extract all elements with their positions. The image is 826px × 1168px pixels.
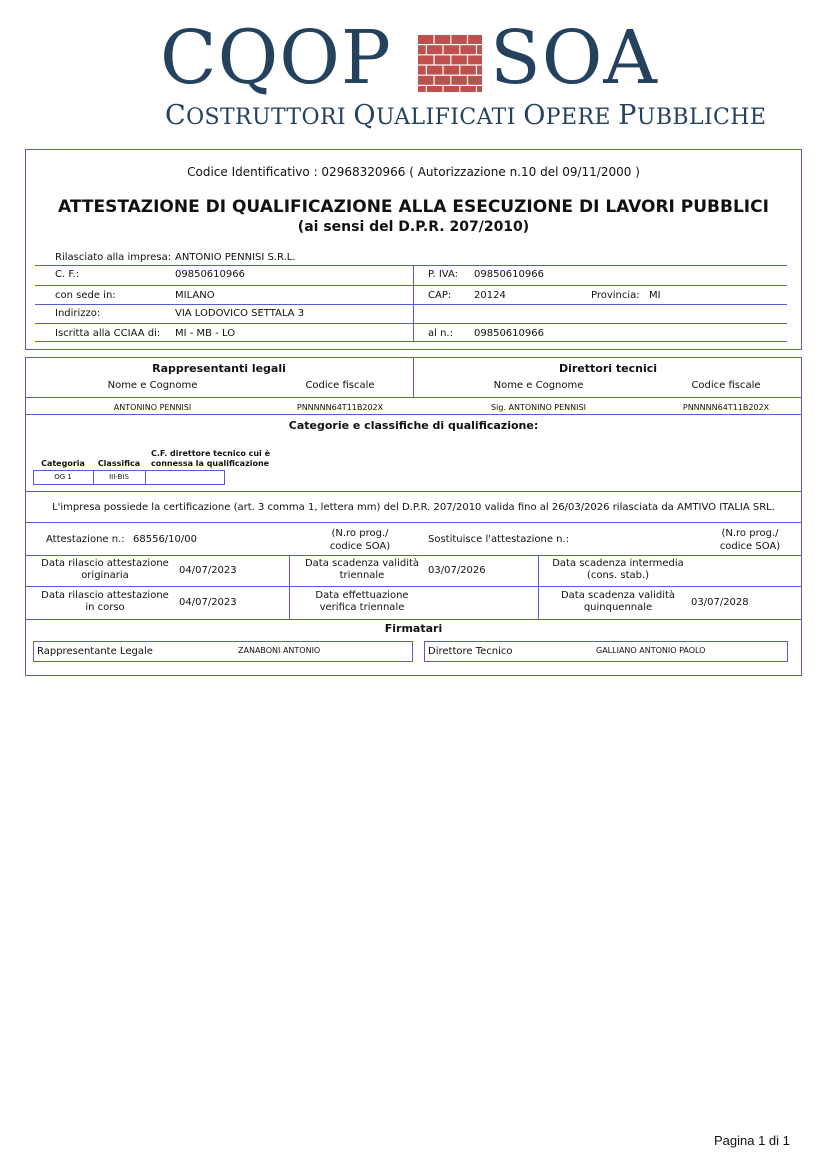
direttori-col-nome: Nome e Cognome	[493, 380, 584, 391]
scadenza-quinquennale-label-line2: quinquennale	[583, 602, 653, 613]
brick	[477, 66, 482, 75]
rilascio-originaria-label-line2: originaria	[81, 570, 129, 581]
cciaa-value: MI - MB - LO	[175, 328, 236, 339]
categorie-col-cf-line2: connessa la qualificazione	[151, 459, 270, 468]
brick	[444, 66, 460, 75]
divider	[35, 341, 787, 342]
aln-label: al n.:	[428, 328, 453, 339]
categorie-col-classifica: Classifica	[97, 459, 141, 468]
brick	[427, 45, 443, 54]
divider-vertical	[413, 266, 414, 342]
rappresentante-cf: PNNNNN64T11B202X	[296, 403, 384, 412]
provincia-value: MI	[649, 290, 661, 301]
brick	[477, 86, 482, 92]
scadenza-quinquennale-value: 03/07/2028	[691, 597, 749, 608]
divider	[35, 285, 787, 286]
brick	[427, 86, 443, 92]
nro-prog-line2: codice SOA)	[329, 541, 391, 552]
rilascio-corso-label-line1: Data rilascio attestazione	[41, 590, 169, 601]
brick-wall-icon	[418, 34, 482, 92]
brick	[451, 55, 467, 64]
cciaa-label: Iscritta alla CCIAA di:	[55, 328, 161, 339]
divider	[25, 491, 802, 492]
direttore-nome: Sig. ANTONINO PENNISI	[491, 403, 586, 412]
direttori-title: Direttori tecnici	[558, 362, 658, 375]
logo-subtitle-word: QUALIFICATI	[353, 100, 516, 131]
rilascio-corso-label-line2: in corso	[85, 602, 125, 613]
divider-vertical	[538, 586, 539, 619]
brick	[435, 76, 451, 85]
scadenza-quinquennale-label-line1: Data scadenza validità	[560, 590, 676, 601]
firmatario-rappresentante-label: Rappresentante Legale	[37, 646, 153, 657]
scadenza-triennale-label-line2: triennale	[339, 570, 385, 581]
brick	[418, 86, 426, 92]
cf-value: 09850610966	[175, 269, 245, 280]
logo-subtitle-word: PUBBLICHE	[618, 100, 767, 131]
categorie-col-cf-line1: C.F. direttore tecnico cui è	[151, 449, 271, 458]
sede-value: MILANO	[175, 290, 215, 301]
indirizzo-value: VIA LODOVICO SETTALA 3	[175, 308, 305, 319]
rappresentante-nome: ANTONINO PENNISI	[113, 403, 192, 412]
document-title: ATTESTAZIONE DI QUALIFICAZIONE ALLA ESECUZIONE DI LAVORI PUBBLICI	[58, 197, 769, 217]
brick	[477, 45, 482, 54]
firmatario-direttore-value: GALLIANO ANTONIO PAOLO	[596, 646, 706, 655]
divider	[25, 414, 802, 415]
firmatari-title: Firmatari	[384, 622, 443, 635]
brick	[451, 35, 467, 44]
brick	[460, 86, 476, 92]
cap-value: 20124	[474, 290, 506, 301]
nro-prog-line1: (N.ro prog./	[331, 528, 389, 539]
firmatario-direttore-label: Direttore Tecnico	[428, 646, 513, 657]
indirizzo-label: Indirizzo:	[55, 308, 101, 319]
attestazione-label: Attestazione n.:	[46, 534, 125, 545]
cap-label: CAP:	[428, 290, 452, 301]
logo-brand-right: SOA	[490, 15, 658, 101]
brick	[418, 35, 434, 44]
scadenza-intermedia-label-line1: Data scadenza intermedia	[552, 558, 684, 569]
piva-label: P. IVA:	[428, 269, 459, 280]
divider	[25, 522, 802, 523]
codice-identificativo: Codice Identificativo : 02968320966 ( Autorizzazione n.10 del 09/11/2000 )	[187, 165, 640, 179]
brick	[444, 45, 460, 54]
direttore-cf: PNNNNN64T11B202X	[682, 403, 770, 412]
piva-value: 09850610966	[474, 269, 544, 280]
brick	[468, 55, 482, 64]
brick	[444, 86, 460, 92]
scadenza-triennale-value: 03/07/2026	[428, 565, 486, 576]
categorie-col-categoria: Categoria	[41, 459, 85, 468]
nro-prog-line2: codice SOA)	[719, 541, 781, 552]
brick	[460, 66, 476, 75]
rappresentanti-col-cf: Codice fiscale	[305, 380, 375, 391]
rilascio-corso-value: 04/07/2023	[179, 597, 237, 608]
brick	[451, 76, 467, 85]
categoria-cell: OG 1	[54, 473, 72, 481]
brick	[418, 45, 426, 54]
logo-subtitle	[165, 100, 767, 131]
certificazione-text: L'impresa possiede la certificazione (art. 3 comma 1, lettera mm) del D.P.R. 207/2010 valida fino al 26/03/2026 rilasciata da AMTIVO ITALIA SRL.	[52, 502, 775, 513]
nro-prog-line1: (N.ro prog./	[721, 528, 779, 539]
aln-value: 09850610966	[474, 328, 544, 339]
verifica-triennale-label-line1: Data effettuazione	[315, 590, 409, 601]
brick	[468, 76, 482, 85]
divider-vertical	[145, 470, 146, 485]
logo-brand-left: CQOP	[160, 15, 392, 101]
brick	[435, 55, 451, 64]
page-number: Pagina 1 di 1	[714, 1133, 790, 1148]
rilascio-originaria-label-line1: Data rilascio attestazione	[41, 558, 169, 569]
divider	[25, 586, 802, 587]
brick	[460, 45, 476, 54]
logo-subtitle-word: OPERE	[523, 100, 611, 131]
divider-vertical	[289, 586, 290, 619]
direttori-col-cf: Codice fiscale	[691, 380, 761, 391]
cf-label: C. F.:	[55, 269, 80, 280]
brick	[418, 76, 434, 85]
brick	[418, 66, 426, 75]
verifica-triennale-label-line2: verifica triennale	[319, 602, 405, 613]
rilasciato-label: Rilasciato alla impresa:	[55, 252, 172, 263]
rilascio-originaria-value: 04/07/2023	[179, 565, 237, 576]
divider	[25, 555, 802, 556]
divider-vertical	[538, 555, 539, 586]
logo-subtitle-word: COSTRUTTORI	[165, 100, 346, 131]
divider	[35, 265, 787, 266]
divider	[25, 619, 802, 620]
sede-label: con sede in:	[55, 290, 116, 301]
rappresentanti-title: Rappresentanti legali	[152, 362, 286, 375]
classifica-cell: III-BIS	[109, 473, 129, 481]
provincia-label: Provincia:	[591, 290, 640, 301]
logo	[160, 10, 670, 100]
brick	[435, 35, 451, 44]
scadenza-triennale-label-line1: Data scadenza validità	[304, 558, 420, 569]
sostituisce-label: Sostituisce l'attestazione n.:	[428, 534, 570, 545]
divider	[35, 323, 787, 324]
rilasciato-value: ANTONIO PENNISI S.R.L.	[175, 252, 296, 263]
divider	[35, 304, 787, 305]
brick	[427, 66, 443, 75]
categorie-title: Categorie e classifiche di qualificazione:	[288, 419, 539, 432]
scadenza-intermedia-label-line2: (cons. stab.)	[586, 570, 650, 581]
brick	[418, 55, 434, 64]
attestazione-value: 68556/10/00	[133, 534, 197, 545]
brick	[468, 35, 482, 44]
firmatario-rappresentante-value: ZANABONI ANTONIO	[238, 646, 321, 655]
document-subtitle: (ai sensi del D.P.R. 207/2010)	[297, 219, 530, 235]
divider	[25, 397, 802, 398]
divider-vertical	[289, 555, 290, 586]
rappresentanti-col-nome: Nome e Cognome	[107, 380, 198, 391]
